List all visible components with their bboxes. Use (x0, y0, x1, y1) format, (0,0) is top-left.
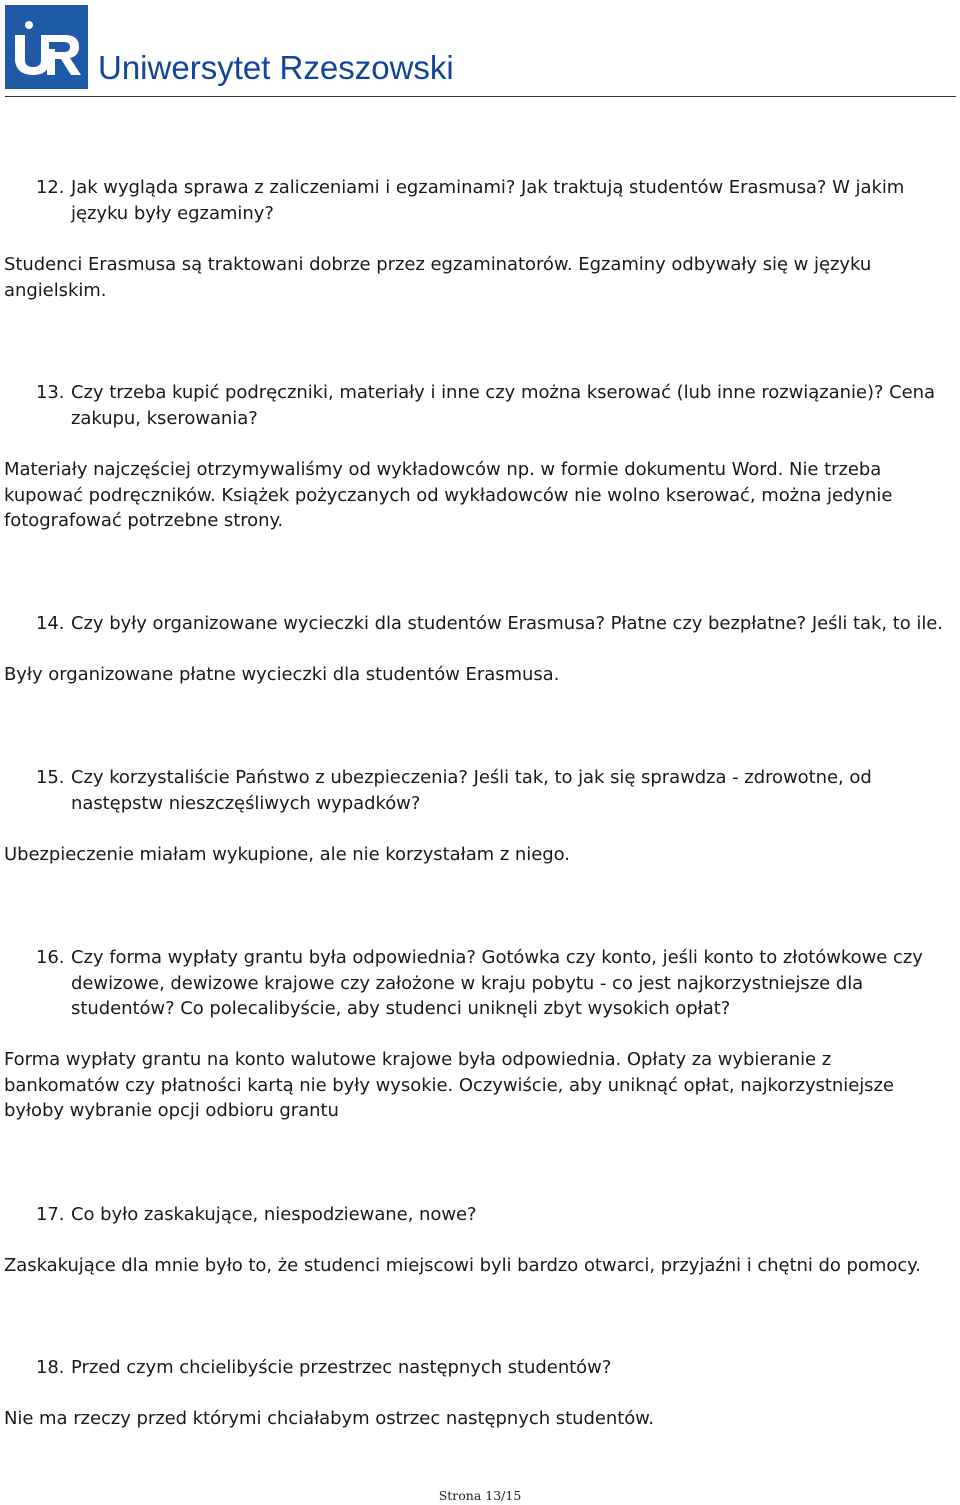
question-12 (36, 175, 951, 226)
question-number: 14. (36, 613, 65, 634)
header-divider (5, 96, 956, 97)
page-header (0, 0, 960, 100)
university-logo (5, 5, 88, 89)
answer-15: Ubezpieczenie miałam wykupione, ale nie korzystałam z niego. (4, 844, 570, 865)
question-13 (36, 380, 951, 431)
question-14 (36, 611, 951, 637)
question-number: 16. (36, 947, 65, 968)
question-text: Czy były organizowane wycieczki dla studentów Erasmusa? Płatne czy bezpłatne? Jeśli tak, to ile. (71, 613, 943, 634)
ur-logo-icon (5, 5, 88, 89)
question-17 (36, 1202, 951, 1228)
question-text: Czy korzystaliście Państwo z ubezpieczenia? Jeśli tak, to jak się sprawdza - zdrowotne, od następstw nieszczęśliwych wypadków? (71, 767, 872, 814)
question-number: 18. (36, 1357, 65, 1378)
question-text: Jak wygląda sprawa z zaliczeniami i egzaminami? Jak traktują studentów Erasmusa? W jakim języku były egzaminy? (71, 177, 905, 224)
question-15 (36, 765, 951, 816)
question-18 (36, 1355, 951, 1381)
question-text: Czy forma wypłaty grantu była odpowiednia? Gotówka czy konto, jeśli konto to złotówkowe czy dewizowe, dewizowe krajowe czy założone w kraju pobytu - co jest najkorzystniejsze dla studentów? Co polecalibyście, aby studenci uniknęli zbyt wysokich opłat? (71, 947, 923, 1019)
question-number: 13. (36, 382, 65, 403)
answer-17: Zaskakujące dla mnie było to, że studenci miejscowi byli bardzo otwarci, przyjaźni i chętni do pomocy. (4, 1255, 921, 1276)
answer-14: Były organizowane płatne wycieczki dla studentów Erasmusa. (4, 664, 560, 685)
question-text: Przed czym chcielibyście przestrzec następnych studentów? (71, 1357, 612, 1378)
university-name: Uniwersytet Rzeszowski (98, 49, 454, 86)
question-number: 17. (36, 1204, 65, 1225)
question-text: Czy trzeba kupić podręczniki, materiały i inne czy można kserować (lub inne rozwiązanie)? Cena zakupu, kserowania? (71, 382, 935, 429)
answer-16: Forma wypłaty grantu na konto walutowe krajowe była odpowiednia. Opłaty za wybieranie z bankomatów czy płatności kartą nie były wysokie. Oczywiście, aby uniknąć opłat, najkorzystniejsze byłoby wybranie opcji odbioru grantu (4, 1049, 894, 1121)
answer-12: Studenci Erasmusa są traktowani dobrze przez egzaminatorów. Egzaminy odbywały się w języku angielskim. (4, 254, 872, 301)
answer-18: Nie ma rzeczy przed którymi chciałabym ostrzec następnych studentów. (4, 1408, 654, 1429)
page-number: Strona 13/15 (438, 1488, 522, 1503)
question-16 (36, 945, 951, 1022)
question-text: Co było zaskakujące, niespodziewane, nowe? (71, 1204, 477, 1225)
question-number: 12. (36, 177, 65, 198)
question-number: 15. (36, 767, 65, 788)
answer-13: Materiały najczęściej otrzymywaliśmy od wykładowców np. w formie dokumentu Word. Nie trzeba kupować podręczników. Książek pożyczanych od wykładowców nie wolno kserować, można jedynie fotografować potrzebne strony. (4, 459, 893, 531)
